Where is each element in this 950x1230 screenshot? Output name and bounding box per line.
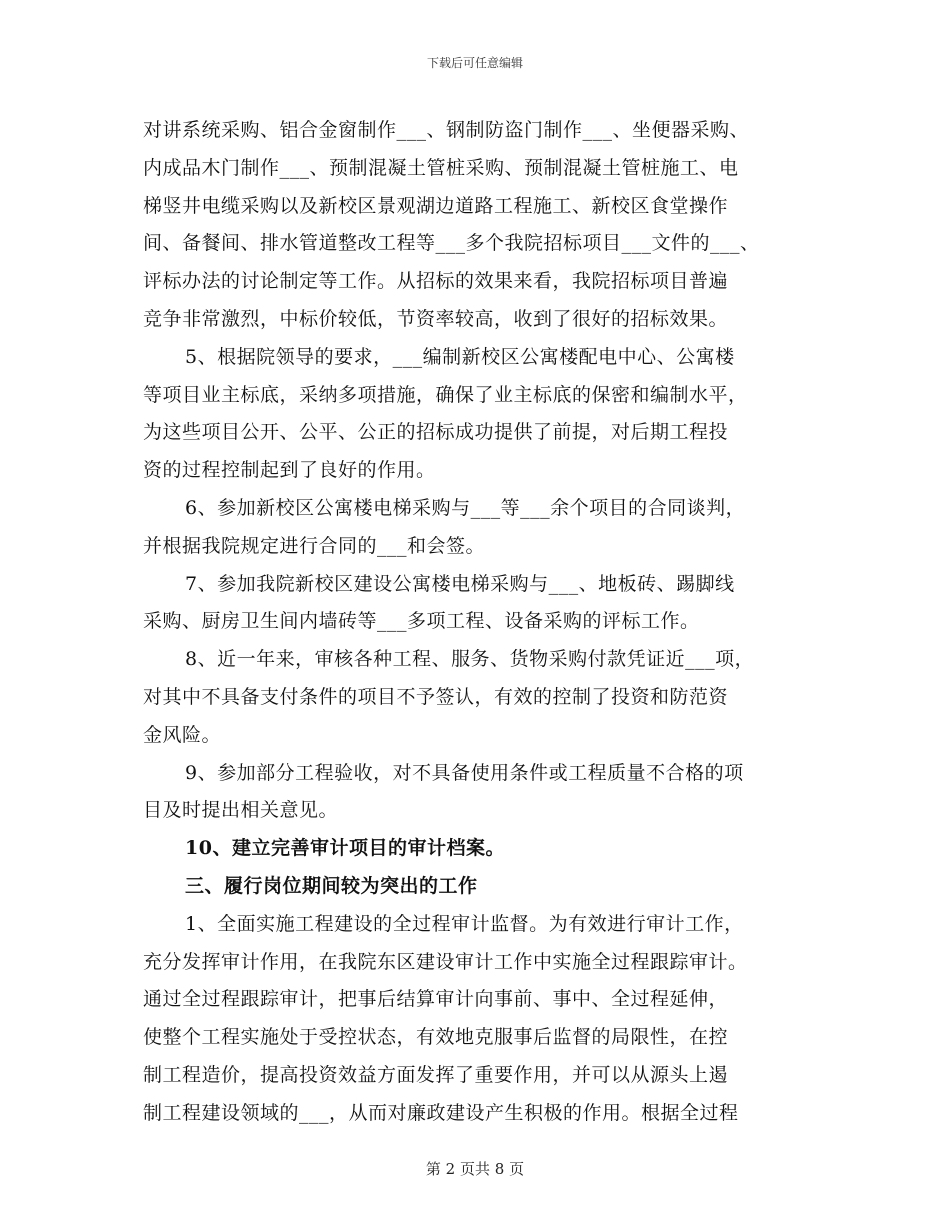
text-line: 采购、厨房卫生间内墙砖等___多项工程、设备采购的评标工作。 (143, 610, 700, 633)
text-line: 对其中不具备支付条件的项目不予签认，有效的控制了投资和防范资 (143, 685, 729, 708)
text-line: 通过全过程跟踪审计，把事后结算审计向事前、事中、全过程延伸， (143, 988, 729, 1011)
paragraph-start-line: 9、参加部分工程验收，对不具备使用条件或工程质量不合格的项 (185, 761, 744, 784)
text-line: 评标办法的讨论制定等工作。从招标的效果来看，我院招标项目普遍 (143, 270, 729, 293)
section-heading: 三、履行岗位期间较为突出的工作 (185, 874, 478, 897)
bold-item-line: 10、建立完善审计项目的审计档案。 (185, 837, 505, 860)
text-line: 资的过程控制起到了良好的作用。 (143, 459, 436, 482)
text-line: 内成品木门制作___、预制混凝土管桩采购、预制混凝土管桩施工、电 (143, 156, 739, 179)
paragraph-start-line: 6、参加新校区公寓楼电梯采购与___等___余个项目的合同谈判， (185, 496, 746, 519)
text-line: 对讲系统采购、铝合金窗制作___、钢制防盗门制作___、坐便器采购、 (143, 119, 750, 141)
text-line: 制工程建设领域的___，从而对廉政建设产生积极的作用。根据全过程 (143, 1101, 739, 1124)
text-line: 为这些项目公开、公平、公正的招标成功提供了前提，对后期工程投 (143, 421, 729, 444)
text-line: 等项目业主标底，采纳多项措施，确保了业主标底的保密和编制水平， (143, 383, 748, 406)
text-line: 目及时提出相关意见。 (143, 799, 339, 822)
text-line: 并根据我院规定进行合同的___和会签。 (143, 534, 486, 557)
paragraph-start-line: 1、全面实施工程建设的全过程审计监督。为有效进行审计工作， (185, 912, 744, 935)
text-line: 竞争非常激烈，中标价较低，节资率较高，收到了很好的招标效果。 (143, 307, 729, 330)
text-line: 间、备餐间、排水管道整改工程等___多个我院招标项目___文件的___、 (143, 232, 760, 255)
paragraph-start-line: 7、参加我院新校区建设公寓楼电梯采购与___、地板砖、踢脚线 (185, 572, 735, 595)
paragraph-start-line: 8、近一年来，审核各种工程、服务、货物采购付款凭证近___项， (185, 648, 755, 671)
document-body (143, 112, 823, 1133)
text-line: 使整个工程实施处于受控状态，有效地克服事后监督的局限性，在控 (143, 1026, 729, 1049)
page-footer: 第 2 页共 8 页 (425, 1160, 525, 1178)
text-line: 梯竖井电缆采购以及新校区景观湖边道路工程施工、新校区食堂操作 (143, 194, 729, 217)
text-line: 充分发挥审计作用，在我院东区建设审计工作中实施全过程跟踪审计。 (143, 950, 748, 973)
text-line: 制工程造价，提高投资效益方面发挥了重要作用，并可以从源头上遏 (143, 1063, 729, 1086)
text-line: 金风险。 (143, 723, 222, 746)
page-header: 下载后可任意编辑 (426, 56, 523, 70)
paragraph-start-line: 5、根据院领导的要求，___编制新校区公寓楼配电中心、公寓楼 (185, 345, 735, 368)
